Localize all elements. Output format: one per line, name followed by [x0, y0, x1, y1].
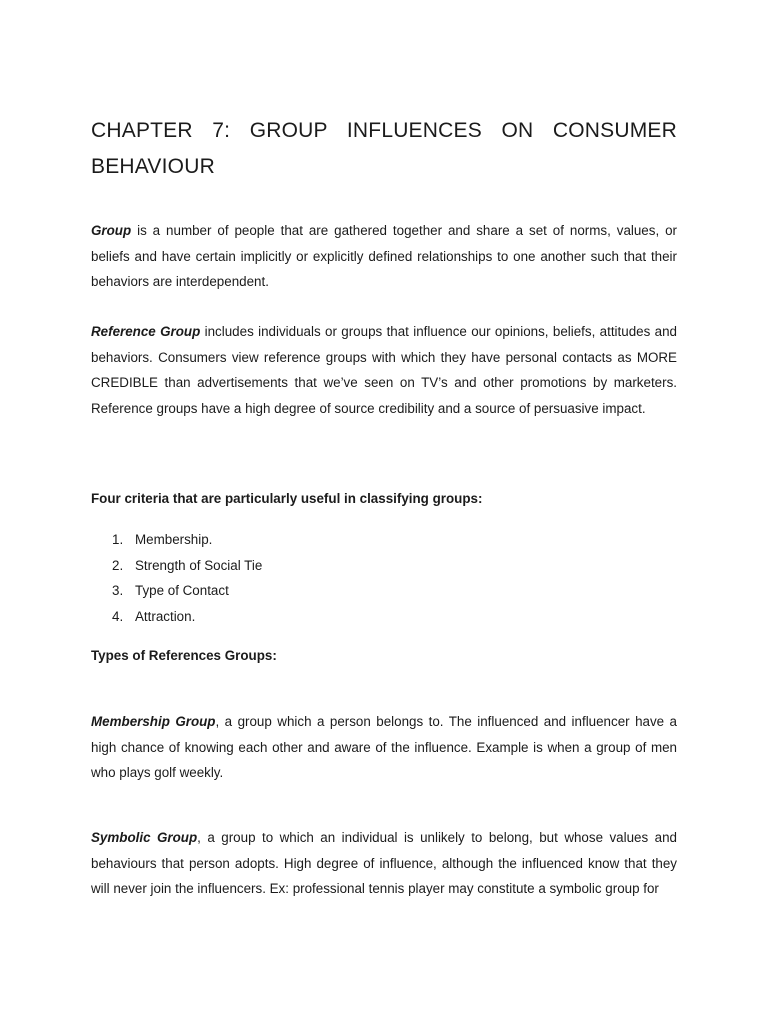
list-number: 4. — [112, 608, 124, 624]
types-heading: Types of References Groups: — [91, 648, 277, 663]
list-number: 3. — [112, 583, 124, 598]
list-item — [112, 527, 262, 553]
reference-group-definition — [91, 319, 677, 421]
symbolic-group-definition — [91, 825, 677, 902]
symbolic-group-term: Symbolic Group — [91, 830, 198, 845]
criteria-list — [112, 527, 262, 629]
list-text: Membership. — [135, 532, 213, 547]
reference-group-text: includes individuals or groups that influence our opinions, beliefs, attitudes and behaviors. Consumers view reference groups with which they have personal contacts as MORE CREDIBLE than advertisements that we’ve seen on TV’s and other promotions by marketers. Reference groups have a high degree of source credibility and a source of persuasive impact. — [91, 324, 677, 416]
group-text: is a number of people that are gathered together and share a set of norms, values, or beliefs and have certain implicitly or explicitly defined relationships to one another such that their behaviors are interdependent. — [91, 223, 677, 289]
list-number: 2. — [112, 557, 124, 573]
list-number: 1. — [112, 532, 124, 547]
list-text: Strength of Social Tie — [135, 557, 263, 573]
list-item — [112, 604, 262, 630]
membership-group-definition — [91, 709, 677, 786]
symbolic-group-text: , a group to which an individual is unlikely to belong, but whose values and behaviours that person adopts. High degree of influence, although the influenced know that they will never join the influencers. Ex: professional tennis player may constitute a symbolic group for — [91, 830, 677, 896]
membership-group-term: Membership Group — [91, 714, 216, 729]
list-text: Attraction. — [135, 608, 196, 624]
group-definition — [91, 218, 677, 295]
list-item — [112, 578, 262, 604]
group-term: Group — [91, 223, 132, 238]
reference-group-term: Reference Group — [91, 324, 201, 339]
criteria-heading: Four criteria that are particularly useful in classifying groups: — [91, 491, 483, 506]
membership-group-text: , a group which a person belongs to. The influenced and influencer have a high chance of knowing each other and aware of the influence. Example is when a group of men who plays golf weekly. — [91, 714, 678, 780]
chapter-title: CHAPTER 7: GROUP INFLUENCES ON CONSUMER BEHAVIOUR — [91, 119, 677, 178]
list-text: Type of Contact — [135, 583, 229, 598]
list-item — [112, 553, 262, 579]
